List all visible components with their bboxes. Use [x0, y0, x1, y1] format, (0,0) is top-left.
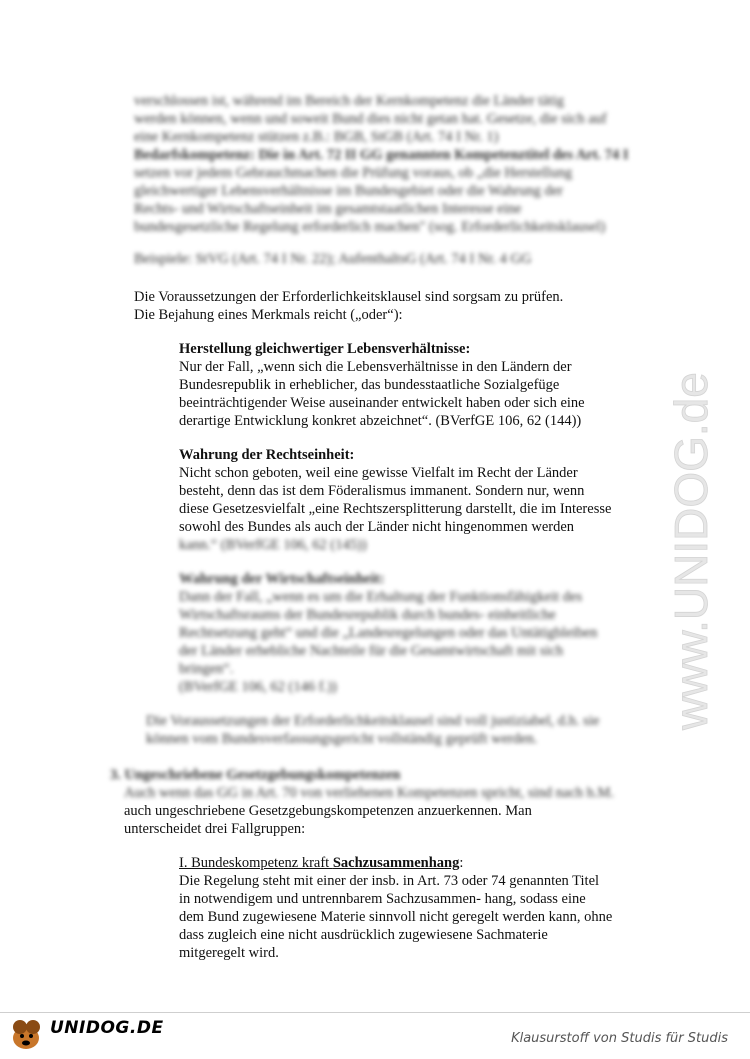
- intro-line: Die Voraussetzungen der Erforderlichkeitsklausel sind sorgsam zu prüfen.: [134, 289, 564, 305]
- text-line: Rechtsetzung geht“ und die „Landesregelungen oder das Untätigbleiben: [179, 625, 598, 641]
- text-line: Nicht schon geboten, weil eine gewisse Vielfalt im Recht der Länder: [179, 465, 578, 481]
- text-line: bundesgesetzliche Regelung erforderlich machen" (sog. Erforderlichkeitsklausel): [134, 219, 606, 235]
- section-heading: Wahrung der Rechtseinheit:: [179, 447, 355, 463]
- text-line: Rechts- und Wirtschaftseinheit im gesamtstaatlichen Interesse eine: [134, 201, 522, 217]
- text-line: können vom Bundesverfassungsgericht vollständig geprüft werden.: [146, 731, 538, 747]
- subsection-heading: [179, 854, 679, 873]
- text-line: mitgeregelt wird.: [179, 945, 279, 961]
- text-line: besteht, denn das ist dem Föderalismus immanent. Sondern nur, wenn: [179, 483, 585, 499]
- watermark-text: www.UNIDOG.de: [665, 372, 717, 730]
- text-line: dem Bund zugewiesene Materie sinnvoll nicht geregelt werden kann, ohne: [179, 909, 613, 925]
- section-heading: Wahrung der Wirtschaftseinheit:: [179, 571, 385, 587]
- text-line: sowohl des Bundes als auch der Länder nicht hingenommen werden: [179, 519, 575, 535]
- subsection-heading-suffix: :: [459, 855, 464, 871]
- text-line: Die Voraussetzungen der Erforderlichkeitsklausel sind voll justiziabel, d.h. sie: [146, 713, 600, 729]
- text-line: setzen vor jedem Gebrauchmachen die Prüfung voraus, ob „die Herstellung: [134, 165, 573, 181]
- text-line: Die Regelung steht mit einer der insb. in Art. 73 oder 74 genannten Titel: [179, 873, 600, 889]
- text-line: bringen“.: [179, 661, 234, 677]
- text-line: verschlossen ist, während im Bereich der Kernkompetenz die Länder tätig: [134, 93, 565, 109]
- text-line: gleichwertiger Lebensverhältnisse im Bundesgebiet oder die Wahrung der: [134, 183, 563, 199]
- text-line: der Länder erhebliche Nachteile für die Gesamtwirtschaft mit sich: [179, 643, 564, 659]
- text-line: Dann der Fall, „wenn es um die Erhaltung der Funktionsfähigkeit des: [179, 589, 583, 605]
- text-line: werden können, wenn und soweit Bund dies nicht getan hat. Gesetze, die sich auf: [134, 111, 607, 127]
- text-line: beeinträchtigender Weise auseinander entwickelt haben oder sich eine: [179, 395, 585, 411]
- text-line: Auch wenn das GG in Art. 70 von verliehenen Kompetenzen spricht, sind nach h.M.: [124, 785, 615, 801]
- text-line: unterscheidet drei Fallgruppen:: [124, 821, 306, 837]
- text-line: auch ungeschriebene Gesetzgebungskompetenzen anzuerkennen. Man: [124, 803, 532, 819]
- intro-line: Die Bejahung eines Merkmals reicht („oder“):: [134, 307, 403, 323]
- footer-slogan: Klausurstoff von Studis für Studis: [511, 1031, 728, 1046]
- text-line: Beispiele: StVG (Art. 74 I Nr. 22); AufenthaltsG (Art. 74 I Nr. 4 GG: [134, 251, 532, 267]
- text-line: kann.“ (BVerfGE 106, 62 (145)): [179, 537, 367, 553]
- text-line: (BVerfGE 106, 62 (146 f.)): [179, 679, 337, 695]
- text-line: Nur der Fall, „wenn sich die Lebensverhältnisse in den Ländern der: [179, 359, 572, 375]
- text-line: Bundesrepublik in erheblicher, das bundesstaatliche Sozialgefüge: [179, 377, 560, 393]
- text-line: in notwendigem und untrennbarem Sachzusammen- hang, sodass eine: [179, 891, 586, 907]
- subsection-heading-prefix: I. Bundeskompetenz kraft: [179, 855, 333, 871]
- text-line: Bedarfskompetenz: Die in Art. 72 II GG genannten Kompetenztitel des Art. 74 I: [134, 147, 629, 163]
- text-line: Wirtschaftsraums der Bundesrepublik durch bundes- einheitliche: [179, 607, 556, 623]
- logo-text: UNIDOG.DE: [50, 1018, 164, 1038]
- text-line: derartige Entwicklung konkret abzeichnet“. (BVerfGE 106, 62 (144)): [179, 413, 582, 429]
- text-line: dass zugleich eine nicht ausdrücklich zugewiesene Sachmaterie: [179, 927, 548, 943]
- section-heading: Herstellung gleichwertiger Lebensverhältnisse:: [179, 341, 471, 357]
- watermark: [645, 260, 735, 740]
- text-line: eine Kernkompetenz stützen z.B.: BGB, StGB (Art. 74 I Nr. 1): [134, 129, 499, 145]
- text-line: diese Gesetzesvielfalt „eine Rechtszersplitterung darstellt, die im Interesse: [179, 501, 612, 517]
- chapter-heading: 3. Ungeschriebene Gesetzgebungskompetenzen: [110, 767, 401, 783]
- subsection-heading-bold: Sachzusammenhang: [332, 855, 460, 871]
- footer-divider: [0, 1012, 750, 1013]
